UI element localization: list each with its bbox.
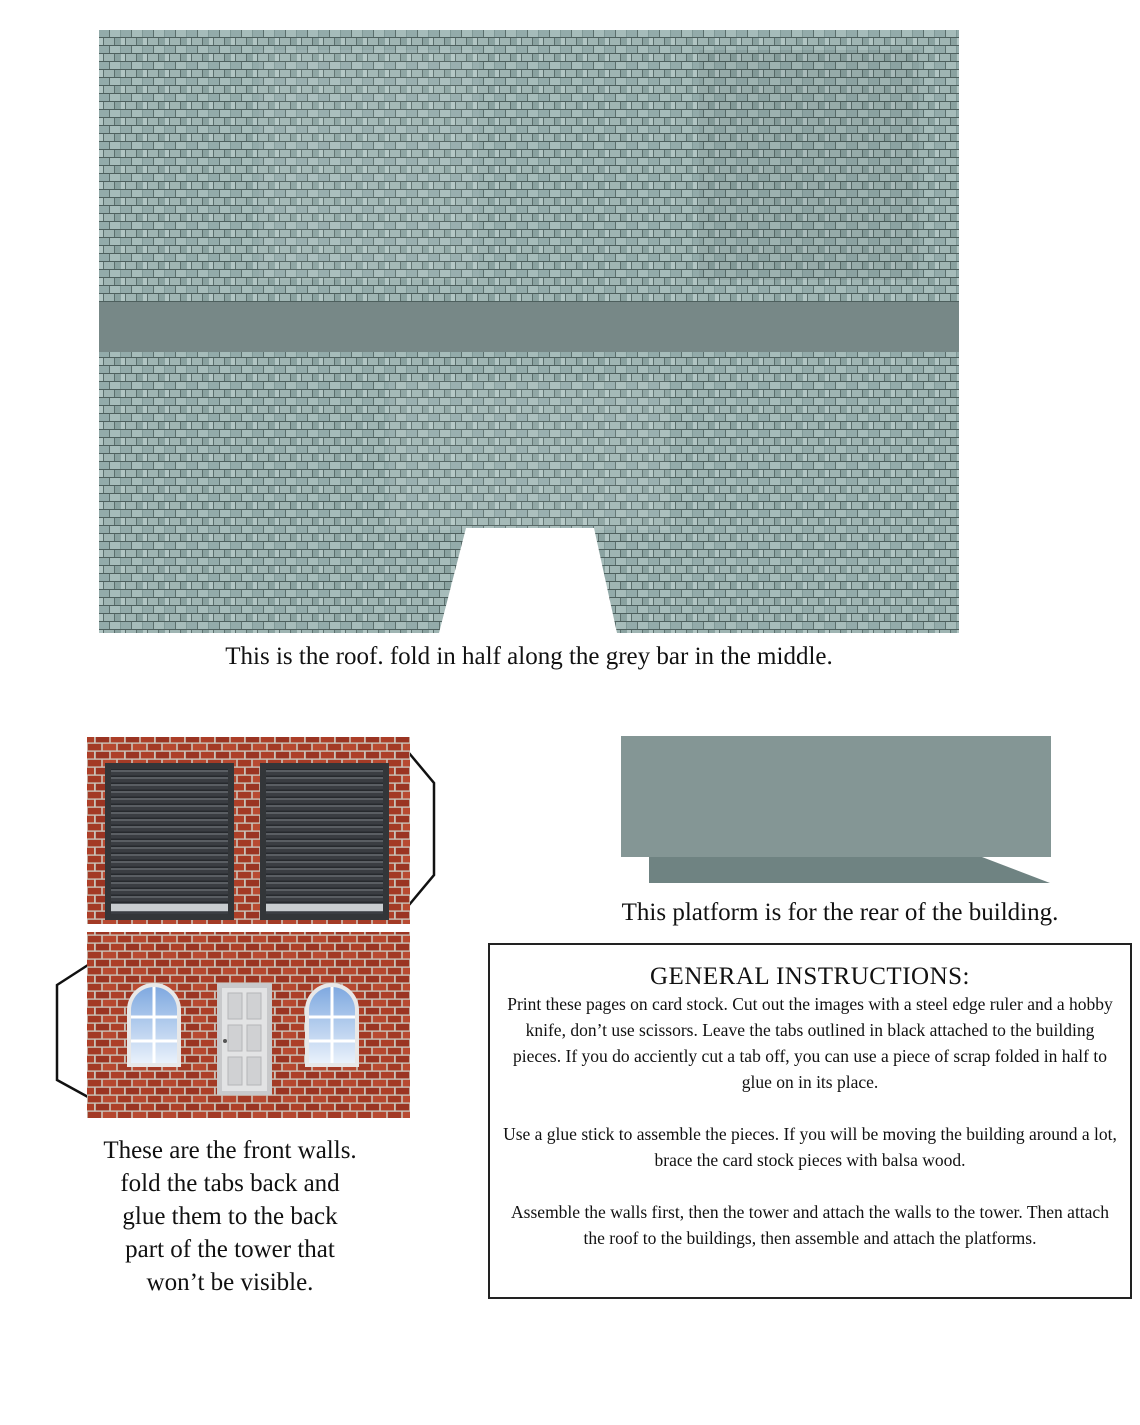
instructions-title: GENERAL INSTRUCTIONS: (650, 963, 970, 990)
walls-caption-line: part of the tower that (125, 1236, 335, 1263)
instructions-paragraph: Assemble the walls first, then the tower and attach the walls to the tower. Then attach the roof to the buildings, then assemble and attach the platforms. (511, 1202, 1109, 1248)
lower-wall-tab (57, 965, 88, 1097)
walls-caption (60, 1134, 400, 1299)
general-instructions-box (488, 943, 1132, 1299)
roof-fold-bar (99, 302, 959, 352)
walls-caption-line: fold the tabs back and (120, 1170, 340, 1197)
roll-shutter-right (260, 763, 389, 920)
walls-caption-line: These are the front walls. (103, 1137, 357, 1164)
instructions-paragraph: Use a glue stick to assemble the pieces. If you will be moving the building around a lot, brace the card stock pieces with balsa wood. (503, 1124, 1117, 1170)
platform-lower (649, 857, 1050, 883)
roof-caption: This is the roof. fold in half along the grey bar in the middle. (225, 643, 833, 670)
roof-cutout (99, 30, 959, 633)
upper-wall-tab (409, 753, 434, 905)
front-door (217, 983, 272, 1095)
walls-caption-line: won’t be visible. (146, 1269, 314, 1296)
rear-platform-cutout (620, 735, 1052, 887)
instructions-paragraph: Print these pages on card stock. Cut out the images with a steel edge ruler and a hobby knife, don’t use scissors. Leave the tabs outlined in black attached to the building pieces. If you do acciently cut a tab off, you can use a piece of scrap folded in half to glue on in its place. (507, 994, 1113, 1092)
arched-window-left (127, 983, 181, 1067)
platform-top (621, 736, 1051, 857)
front-walls-cutout (50, 735, 440, 1120)
platform-caption: This platform is for the rear of the building. (621, 899, 1059, 926)
walls-caption-line: glue them to the back (122, 1203, 338, 1230)
roll-shutter-left (105, 763, 234, 920)
arched-window-right (305, 983, 359, 1067)
